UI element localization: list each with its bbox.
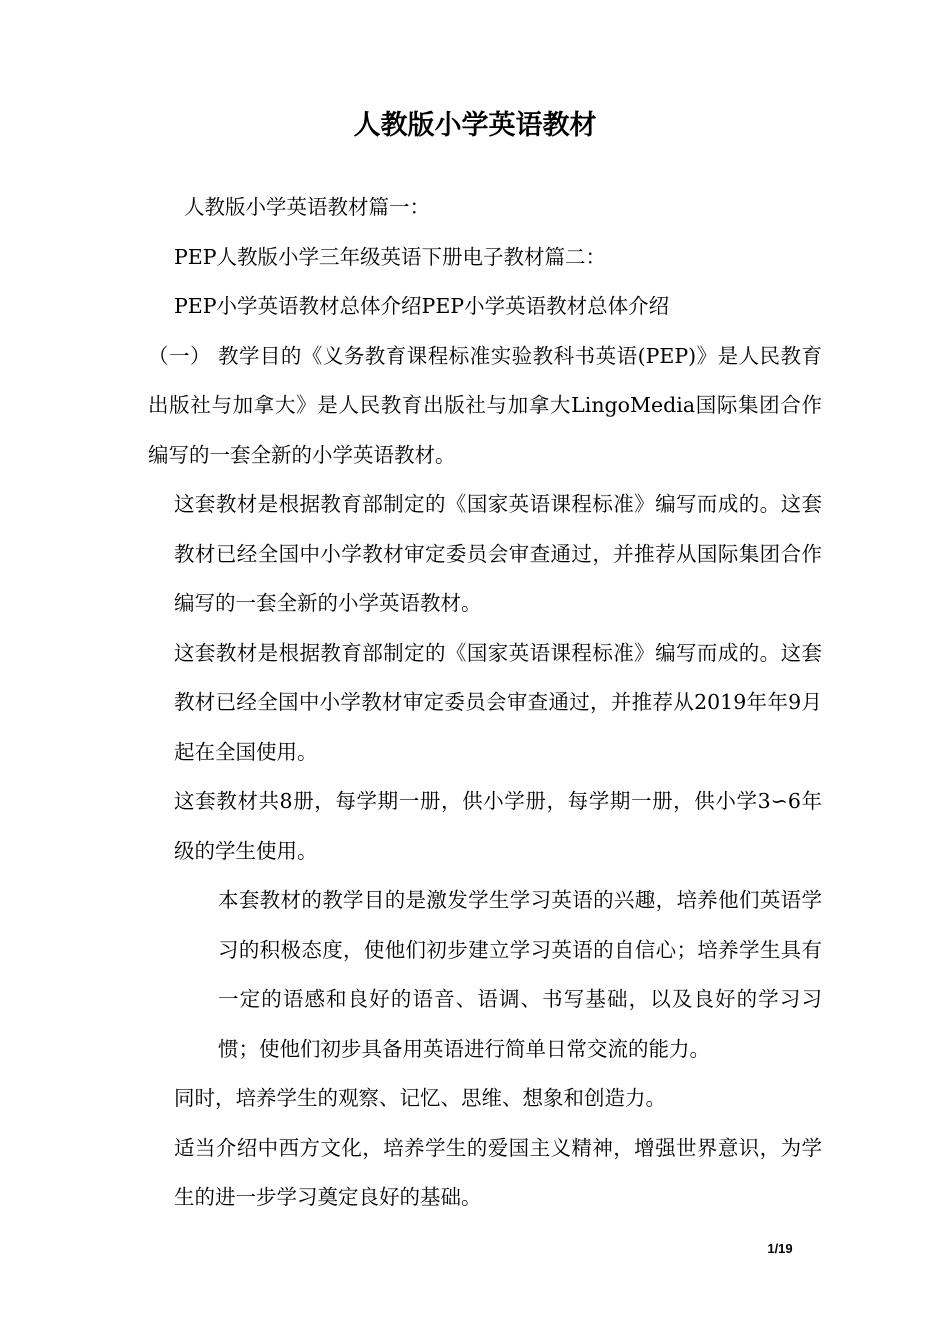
paragraph-6: 这套教材是根据教育部制定的《国家英语课程标准》编写而成的。这套教材已经全国中小学教材审定委员会审查通过，并推荐从2019年年9月起在全国使用。 bbox=[174, 640, 822, 764]
paragraph-8: 本套教材的教学目的是激发学生学习英语的兴趣，培养他们英语学习的积极态度，使他们初步建立学习英语的自信心；培养学生具有一定的语感和良好的语音、语调、书写基础，以及良好的学习习惯；使他们初步具备用英语进行简单日常交流的能力。 bbox=[218, 888, 822, 1061]
paragraph-9: 同时，培养学生的观察、记忆、思维、想象和创造力。 bbox=[174, 1086, 666, 1110]
paragraph-1: 人教版小学英语教材篇一： bbox=[184, 195, 430, 219]
document-title: 人教版小学英语教材 bbox=[353, 110, 597, 141]
document-body bbox=[138, 183, 822, 1223]
paragraph-4: （一） 教学目的《义务教育课程标准实验教科书英语(PEP)》是人民教育出版社与加拿大》是人民教育出版社与加拿大LingoMedia国际集团合作编写的一套全新的小学英语教材。 bbox=[148, 343, 822, 467]
paragraph-5: 这套教材是根据教育部制定的《国家英语课程标准》编写而成的。这套教材已经全国中小学教材审定委员会审查通过，并推荐从国际集团合作编写的一套全新的小学英语教材。 bbox=[174, 492, 822, 615]
paragraph-2: PEP人教版小学三年级英语下册电子教材篇二： bbox=[174, 244, 607, 269]
paragraph-3: PEP小学英语教材总体介绍PEP小学英语教材总体介绍 bbox=[174, 294, 670, 318]
paragraph-7: 这套教材共8册，每学期一册，供小学册，每学期一册，供小学3∽6年级的学生使用。 bbox=[174, 789, 822, 863]
page-number: 1/19 bbox=[767, 1241, 793, 1256]
paragraph-10: 适当介绍中西方文化，培养学生的爱国主义精神，增强世界意识，为学生的进一步学习奠定良好的基础。 bbox=[174, 1135, 822, 1209]
